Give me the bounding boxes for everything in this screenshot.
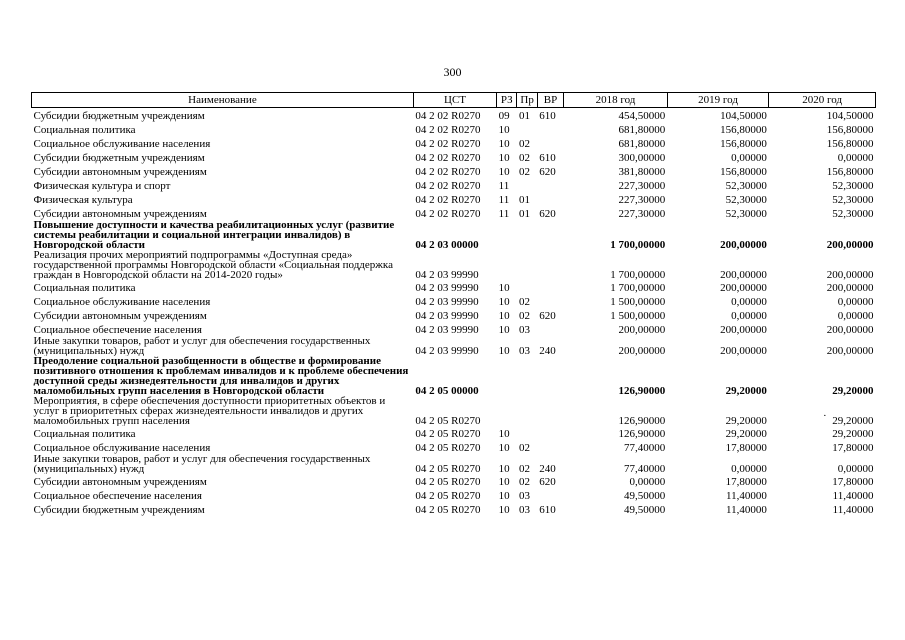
cell-2018: 1 700,00000	[610, 269, 666, 281]
cell-pr: 03	[518, 504, 530, 516]
cell-cst: 04 2 03 99990	[415, 269, 479, 281]
cell-2020: 29,20000	[832, 385, 874, 397]
cell-2020: 0,00000	[837, 152, 874, 164]
table-row	[32, 308, 876, 322]
cell-pr: 02	[518, 166, 530, 178]
cell-pr: 02	[518, 476, 530, 488]
cell-2020: 17,80000	[832, 442, 874, 454]
header-2020: 2020 год	[769, 93, 876, 108]
table-row	[32, 440, 876, 454]
cell-vr: 620	[539, 476, 556, 488]
cell-rz: 10	[498, 504, 510, 516]
cell-pr	[517, 178, 537, 192]
cell-vr	[537, 426, 563, 440]
table-row	[32, 108, 876, 123]
cell-pr: 03	[518, 345, 530, 357]
cell-vr	[537, 488, 563, 502]
cell-vr: 610	[539, 504, 556, 516]
cell-vr: 620	[539, 310, 556, 322]
cell-2019: 0,00000	[731, 152, 767, 164]
cell-name: Субсидии автономным учреждениям	[33, 310, 207, 322]
cell-vr	[537, 322, 563, 336]
cell-2018: 454,50000	[618, 110, 666, 122]
cell-2020: 17,80000	[832, 476, 874, 488]
cell-2020: 156,80000	[826, 138, 874, 150]
cell-pr	[517, 280, 537, 294]
cell-vr	[537, 250, 563, 280]
cell-2020: 29,20000	[832, 428, 874, 440]
cell-cst: 04 2 02 R0270	[415, 138, 481, 150]
cell-rz: 10	[498, 345, 510, 357]
cell-rz	[497, 356, 517, 396]
cell-cst: 04 2 03 99990	[415, 310, 479, 322]
table-row	[32, 206, 876, 220]
cell-name: Иные закупки товаров, работ и услуг для обеспечения государственных (муниципальных) нужд	[33, 454, 371, 474]
cell-2018: 49,50000	[624, 504, 666, 516]
table-header-row	[32, 93, 876, 108]
cell-name: Мероприятия, в сфере обеспечения доступности приоритетных объектов и услуг в приоритетных сферах жизнедеятельности инвалидов и других маломобильных групп населения	[33, 396, 386, 426]
table-row	[32, 250, 876, 280]
cell-name: Субсидии бюджетным учреждениям	[33, 504, 205, 516]
cell-rz: 09	[498, 110, 510, 122]
table-row	[32, 396, 876, 426]
cell-2020: 29,20000	[832, 415, 874, 427]
cell-vr: 240	[539, 345, 556, 357]
cell-pr: 03	[518, 490, 530, 502]
cell-2018: 1 700,00000	[610, 282, 666, 294]
cell-2019: 11,40000	[726, 504, 767, 516]
cell-cst: 04 2 05 R0270	[415, 490, 481, 502]
cell-2019: 200,00000	[720, 324, 767, 336]
cell-2019: 52,30000	[725, 180, 767, 192]
cell-name: Физическая культура	[33, 194, 133, 206]
cell-pr: 02	[518, 442, 530, 454]
cell-2019: 156,80000	[720, 138, 767, 150]
cell-2020: 200,00000	[826, 269, 874, 281]
cell-2019: 29,20000	[725, 415, 767, 427]
cell-2020: 11,40000	[832, 504, 874, 516]
cell-2020: 52,30000	[832, 180, 874, 192]
cell-2018: 126,90000	[618, 385, 666, 397]
table-row	[32, 150, 876, 164]
cell-name: Субсидии автономным учреждениям	[33, 166, 207, 178]
cell-name: Социальное обслуживание населения	[33, 442, 211, 454]
table-row	[32, 280, 876, 294]
cell-cst: 04 2 03 99990	[415, 345, 479, 357]
cell-2020: 0,00000	[837, 296, 874, 308]
cell-2019: 0,00000	[731, 310, 767, 322]
cell-pr: 02	[518, 296, 530, 308]
table-row	[32, 294, 876, 308]
cell-2020: 52,30000	[832, 208, 874, 220]
table-row	[32, 122, 876, 136]
cell-vr	[537, 220, 563, 250]
cell-2018: 227,30000	[618, 208, 666, 220]
cell-2018: 200,00000	[618, 324, 666, 336]
cell-rz: 10	[498, 324, 510, 336]
cell-pr: 02	[518, 310, 530, 322]
cell-vr	[537, 396, 563, 426]
budget-table	[31, 92, 876, 516]
cell-2018: 49,50000	[624, 490, 666, 502]
page-number: 300	[443, 65, 462, 79]
cell-name: Субсидии автономным учреждениям	[33, 476, 207, 488]
cell-pr: 01	[518, 208, 530, 220]
cell-cst: 04 2 02 R0270	[415, 180, 481, 192]
table-row	[32, 454, 876, 474]
cell-cst: 04 2 05 00000	[415, 385, 479, 397]
cell-2019: 156,80000	[720, 124, 767, 136]
cell-cst: 04 2 05 R0270	[415, 415, 481, 427]
table-row	[32, 322, 876, 336]
cell-rz	[497, 396, 517, 426]
cell-rz: 10	[498, 282, 510, 294]
cell-2019: 104,50000	[720, 110, 767, 122]
cell-name: Социальное обслуживание населения	[33, 296, 211, 308]
cell-rz: 10	[498, 476, 510, 488]
cell-vr: 610	[539, 110, 556, 122]
cell-pr: 02	[518, 152, 530, 164]
cell-2018: 227,30000	[618, 194, 666, 206]
header-vr: ВР	[537, 93, 563, 108]
table-row	[32, 426, 876, 440]
table-body	[32, 108, 876, 517]
cell-2018: 1 500,00000	[610, 296, 666, 308]
cell-cst: 04 2 02 R0270	[415, 166, 481, 178]
cell-rz: 10	[498, 124, 510, 136]
cell-2019: 52,30000	[725, 208, 767, 220]
cell-2019: 200,00000	[720, 345, 767, 357]
cell-2018: 126,90000	[618, 428, 666, 440]
cell-cst: 04 2 03 00000	[415, 239, 479, 251]
cell-2020: 200,00000	[826, 282, 874, 294]
cell-rz: 10	[498, 152, 510, 164]
cell-2019: 17,80000	[725, 476, 767, 488]
header-rz: РЗ	[497, 93, 517, 108]
cell-pr: 03	[518, 324, 530, 336]
cell-2018: 681,80000	[618, 138, 666, 150]
cell-pr: 01	[518, 110, 530, 122]
cell-cst: 04 2 05 R0270	[415, 476, 481, 488]
cell-cst: 04 2 03 99990	[415, 296, 479, 308]
cell-pr	[517, 122, 537, 136]
cell-2018: 381,80000	[618, 166, 666, 178]
cell-cst: 04 2 03 99990	[415, 282, 479, 294]
cell-rz: 10	[498, 490, 510, 502]
cell-pr: 02	[518, 138, 530, 150]
cell-2019: 200,00000	[720, 239, 767, 251]
cell-2019: 52,30000	[725, 194, 767, 206]
table-row	[32, 220, 876, 250]
table-row	[32, 192, 876, 206]
header-pr: Пр	[517, 93, 537, 108]
cell-rz: 10	[498, 138, 510, 150]
cell-2020: 104,50000	[826, 110, 874, 122]
cell-cst: 04 2 02 R0270	[415, 194, 481, 206]
stray-mark: ·	[823, 410, 827, 422]
table-row	[32, 356, 876, 396]
cell-2019: 156,80000	[720, 166, 767, 178]
cell-2020: 156,80000	[826, 124, 874, 136]
cell-2020: 156,80000	[826, 166, 874, 178]
table-row	[32, 336, 876, 356]
cell-vr	[537, 122, 563, 136]
cell-pr: 01	[518, 194, 530, 206]
table-row	[32, 164, 876, 178]
cell-2018: 0,00000	[629, 476, 666, 488]
cell-2020: 52,30000	[832, 194, 874, 206]
cell-pr	[517, 426, 537, 440]
cell-rz: 11	[498, 194, 510, 206]
cell-vr	[537, 280, 563, 294]
cell-2019: 29,20000	[725, 385, 767, 397]
table-row	[32, 474, 876, 488]
cell-2020: 0,00000	[837, 310, 874, 322]
table-row	[32, 136, 876, 150]
cell-pr	[517, 250, 537, 280]
cell-name: Социальное обеспечение населения	[33, 324, 202, 336]
cell-2019: 11,40000	[726, 490, 767, 502]
cell-vr	[537, 178, 563, 192]
header-name: Наименование	[32, 93, 414, 108]
header-2018: 2018 год	[564, 93, 668, 108]
cell-vr: 620	[539, 166, 556, 178]
header-2019: 2019 год	[667, 93, 769, 108]
cell-2018: 77,40000	[624, 442, 666, 454]
cell-2018: 200,00000	[618, 345, 666, 357]
cell-rz: 11	[498, 208, 510, 220]
table-row	[32, 488, 876, 502]
cell-vr: 610	[539, 152, 556, 164]
cell-2020: 200,00000	[826, 239, 874, 251]
cell-name: Субсидии автономным учреждениям	[33, 208, 207, 220]
cell-2018: 300,00000	[618, 152, 666, 164]
cell-2019: 17,80000	[725, 442, 767, 454]
table-row	[32, 178, 876, 192]
cell-2020: 0,00000	[837, 463, 874, 475]
cell-cst: 04 2 05 R0270	[415, 442, 481, 454]
cell-vr: 240	[539, 463, 556, 475]
cell-name: Субсидии бюджетным учреждениям	[33, 110, 205, 122]
cell-cst: 04 2 05 R0270	[415, 504, 481, 516]
table-row	[32, 502, 876, 516]
cell-cst: 04 2 05 R0270	[415, 463, 481, 475]
cell-rz: 11	[498, 180, 510, 192]
cell-2018: 1 700,00000	[610, 239, 666, 251]
cell-2019: 0,00000	[731, 296, 767, 308]
cell-cst: 04 2 02 R0270	[415, 208, 481, 220]
cell-pr	[517, 396, 537, 426]
cell-name: Физическая культура и спорт	[33, 180, 171, 192]
cell-vr	[537, 192, 563, 206]
cell-2019: 200,00000	[720, 282, 767, 294]
cell-name: Преодоление социальной разобщенности в обществе и формирование позитивного отношения к проблемам инвалидов и к проблеме обеспечения доступной среды жизнедеятельности для инвалидов и других маломобильных групп населения в Новгородской области	[33, 356, 409, 396]
cell-2019: 29,20000	[725, 428, 767, 440]
cell-pr: 02	[518, 463, 530, 475]
cell-cst: 04 2 05 R0270	[415, 428, 481, 440]
cell-2018: 681,80000	[618, 124, 666, 136]
cell-rz	[497, 220, 517, 250]
cell-rz: 10	[498, 463, 510, 475]
cell-2019: 0,00000	[731, 463, 767, 475]
cell-name: Иные закупки товаров, работ и услуг для обеспечения государственных (муниципальных) нужд	[33, 336, 371, 356]
cell-cst: 04 2 02 R0270	[415, 124, 481, 136]
cell-rz: 10	[498, 428, 510, 440]
cell-vr: 620	[539, 208, 556, 220]
cell-name: Социальное обеспечение населения	[33, 490, 202, 502]
cell-2018: 227,30000	[618, 180, 666, 192]
cell-2018: 77,40000	[624, 463, 666, 475]
header-cst: ЦСТ	[413, 93, 496, 108]
cell-2019: 200,00000	[720, 269, 767, 281]
cell-2020: 200,00000	[826, 345, 874, 357]
cell-rz: 10	[498, 310, 510, 322]
cell-vr	[537, 356, 563, 396]
cell-name: Социальное обслуживание населения	[33, 138, 211, 150]
cell-vr	[537, 440, 563, 454]
cell-name: Субсидии бюджетным учреждениям	[33, 152, 205, 164]
cell-2018: 126,90000	[618, 415, 666, 427]
cell-name: Социальная политика	[33, 428, 136, 440]
cell-cst: 04 2 02 R0270	[415, 152, 481, 164]
cell-vr	[537, 136, 563, 150]
cell-pr	[517, 220, 537, 250]
cell-name: Социальная политика	[33, 282, 136, 294]
cell-rz	[497, 250, 517, 280]
cell-2018: 1 500,00000	[610, 310, 666, 322]
cell-rz: 10	[498, 166, 510, 178]
cell-cst: 04 2 03 99990	[415, 324, 479, 336]
cell-2020: 11,40000	[832, 490, 874, 502]
cell-2020: 200,00000	[826, 324, 874, 336]
cell-pr	[517, 356, 537, 396]
cell-rz: 10	[498, 442, 510, 454]
cell-cst: 04 2 02 R0270	[415, 110, 481, 122]
cell-rz: 10	[498, 296, 510, 308]
cell-name: Повышение доступности и качества реабилитационных услуг (развитие системы реабилитации и социальной интеграции инвалидов) в Новгородской области	[33, 220, 395, 250]
cell-name: Социальная политика	[33, 124, 136, 136]
cell-vr	[537, 294, 563, 308]
cell-name: Реализация прочих мероприятий подпрограммы «Доступная среда» государственной программы Новгородской области «Социальная поддержка граждан в Новгородской области на 2014-2020 годы»	[33, 250, 393, 280]
